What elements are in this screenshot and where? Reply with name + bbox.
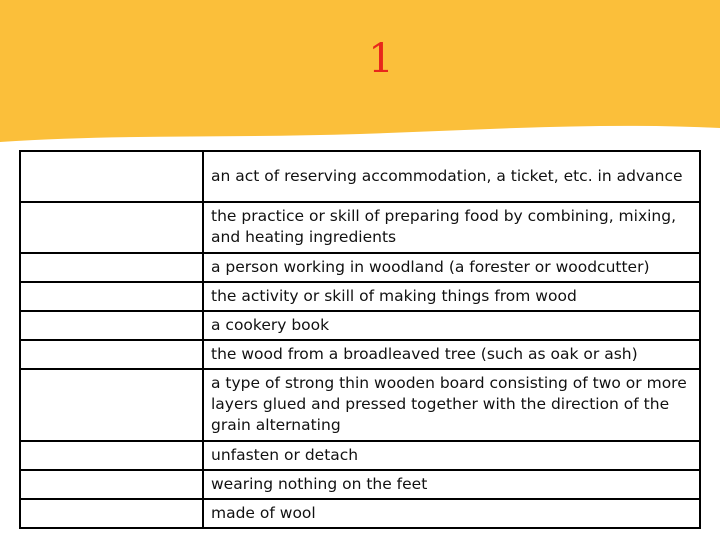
- definition-cell: a person working in woodland (a forester or woodcutter): [203, 253, 700, 282]
- word-cell[interactable]: [20, 441, 203, 470]
- table-row: [20, 470, 700, 499]
- definition-cell: wearing nothing on the feet: [203, 470, 700, 499]
- vocabulary-table: [19, 150, 701, 529]
- word-cell[interactable]: [20, 470, 203, 499]
- word-cell[interactable]: [20, 369, 203, 441]
- word-cell[interactable]: [20, 202, 203, 253]
- table-row: [20, 253, 700, 282]
- table-row: [20, 151, 700, 202]
- table-row: [20, 441, 700, 470]
- definition-cell: the wood from a broadleaved tree (such as oak or ash): [203, 340, 700, 369]
- slide-number: 1: [368, 36, 394, 82]
- word-cell[interactable]: [20, 151, 203, 202]
- definition-cell: a cookery book: [203, 311, 700, 340]
- definition-cell: unfasten or detach: [203, 441, 700, 470]
- word-cell[interactable]: [20, 311, 203, 340]
- table-row: [20, 282, 700, 311]
- word-cell[interactable]: [20, 253, 203, 282]
- word-cell[interactable]: [20, 499, 203, 528]
- table-row: [20, 202, 700, 253]
- definition-cell: made of wool: [203, 499, 700, 528]
- table-row: [20, 369, 700, 441]
- table-row: [20, 311, 700, 340]
- definition-cell: the practice or skill of preparing food by combining, mixing, and heating ingredients: [203, 202, 700, 253]
- definition-cell: the activity or skill of making things from wood: [203, 282, 700, 311]
- word-cell[interactable]: [20, 340, 203, 369]
- word-cell[interactable]: [20, 282, 203, 311]
- definition-cell: an act of reserving accommodation, a ticket, etc. in advance: [203, 151, 700, 202]
- table-row: [20, 499, 700, 528]
- table-row: [20, 340, 700, 369]
- definition-cell: a type of strong thin wooden board consisting of two or more layers glued and pressed together with the direction of the grain alternating: [203, 369, 700, 441]
